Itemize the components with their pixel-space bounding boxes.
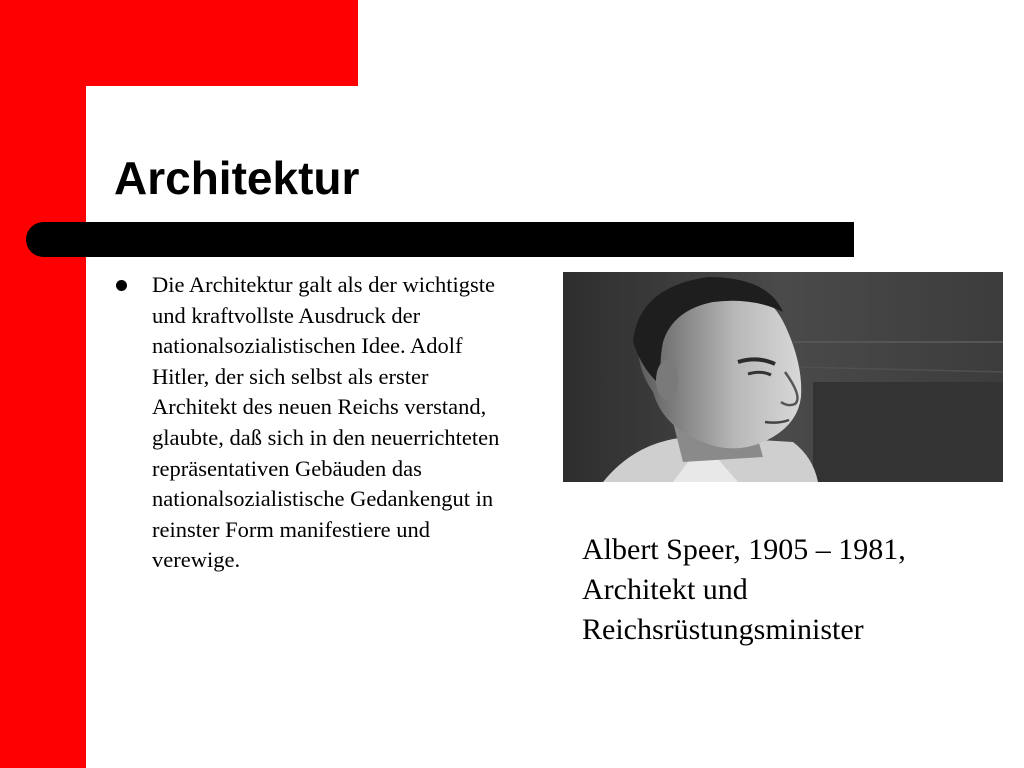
red-vertical-band — [0, 0, 86, 768]
portrait-image — [563, 272, 1003, 482]
bullet-text: Die Architektur galt als der wichtigste und kraftvollste Ausdruck der nationalsozialistischen Idee. Adolf Hitler, der sich selbst als erster Architekt des neuen Reichs verstand, glaubte, daß sich in den neuerrichteten repräsentativen Gebäuden das nationalsozialistische Gedankengut in reinster Form manifestiere und verewige. — [152, 272, 500, 573]
bullet-item — [114, 270, 514, 576]
photo-caption: Albert Speer, 1905 – 1981, Architekt und Reichsrüstungsminister — [582, 533, 906, 646]
slide-title: Architektur — [114, 152, 360, 204]
rounded-corner — [86, 86, 126, 126]
bullet-list — [114, 270, 514, 576]
portrait-photo — [563, 272, 1003, 482]
title-underline-bar — [26, 222, 854, 257]
red-top-band — [0, 0, 358, 86]
bullet-dot-icon — [116, 280, 127, 291]
